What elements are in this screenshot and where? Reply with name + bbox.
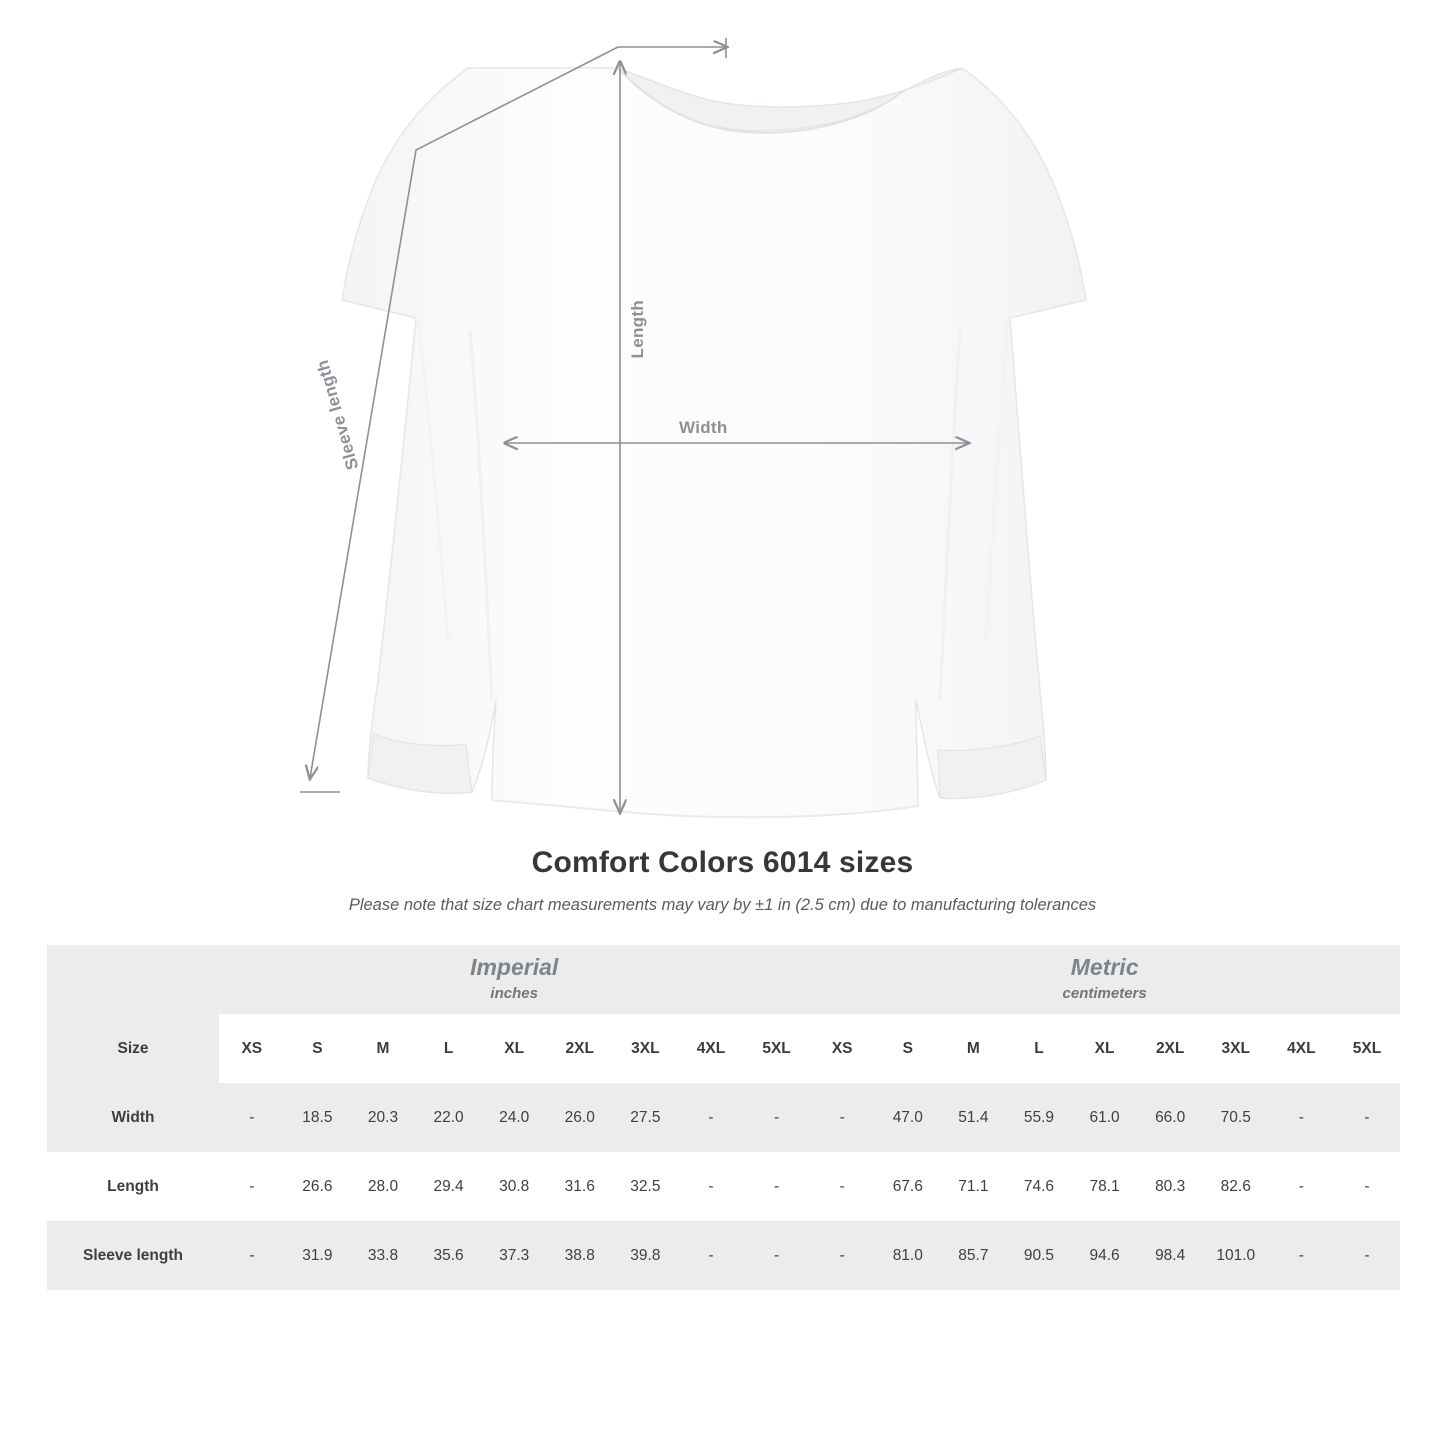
- table-row: [47, 1221, 1400, 1290]
- width-dimension-label: Width: [679, 418, 728, 437]
- size-col-imp-xs: XS: [219, 1014, 285, 1083]
- tolerance-note: Please note that size chart measurements may vary by ±1 in (2.5 cm) due to manufacturing tolerances: [348, 896, 1097, 914]
- size-chart-table: [47, 945, 1400, 1290]
- size-col-met-4xl: 4XL: [1269, 1014, 1335, 1083]
- size-col-met-2xl: 2XL: [1137, 1014, 1203, 1083]
- cell-length-met-m: 71.1: [941, 1152, 1007, 1221]
- size-col-imp-xl: XL: [481, 1014, 547, 1083]
- metric-sublabel: centimeters: [1062, 984, 1147, 1002]
- cell-length-met-5xl: -: [1334, 1152, 1400, 1221]
- size-row-label: Size: [47, 1014, 219, 1083]
- cell-sleeve-met-3xl: 101.0: [1203, 1221, 1269, 1290]
- cell-width-met-2xl: 66.0: [1137, 1083, 1203, 1152]
- cell-sleeve-imp-s: 31.9: [285, 1221, 351, 1290]
- size-col-met-xl: XL: [1072, 1014, 1138, 1083]
- row-label-sleeve-length: Sleeve length: [47, 1221, 219, 1290]
- title-block: [0, 846, 1445, 915]
- row-label-length: Length: [47, 1152, 219, 1221]
- cell-width-imp-3xl: 27.5: [613, 1083, 679, 1152]
- row-label-width: Width: [47, 1083, 219, 1152]
- size-col-imp-s: S: [285, 1014, 351, 1083]
- cell-width-met-l: 55.9: [1006, 1083, 1072, 1152]
- cell-width-imp-4xl: -: [678, 1083, 744, 1152]
- cell-length-imp-l: 29.4: [416, 1152, 482, 1221]
- cell-sleeve-met-xs: -: [809, 1221, 875, 1290]
- cell-width-imp-l: 22.0: [416, 1083, 482, 1152]
- size-col-met-xs: XS: [809, 1014, 875, 1083]
- table-row: [47, 1083, 1400, 1152]
- cell-length-met-l: 74.6: [1006, 1152, 1072, 1221]
- cell-length-met-4xl: -: [1269, 1152, 1335, 1221]
- cell-length-met-3xl: 82.6: [1203, 1152, 1269, 1221]
- cell-width-imp-s: 18.5: [285, 1083, 351, 1152]
- cell-sleeve-met-xl: 94.6: [1072, 1221, 1138, 1290]
- cell-width-met-5xl: -: [1334, 1083, 1400, 1152]
- cell-width-met-3xl: 70.5: [1203, 1083, 1269, 1152]
- cell-width-imp-xl: 24.0: [481, 1083, 547, 1152]
- cell-sleeve-imp-3xl: 39.8: [613, 1221, 679, 1290]
- cell-width-met-xs: -: [809, 1083, 875, 1152]
- cell-sleeve-met-2xl: 98.4: [1137, 1221, 1203, 1290]
- imperial-label: Imperial: [470, 954, 559, 981]
- cell-sleeve-met-5xl: -: [1334, 1221, 1400, 1290]
- cell-width-imp-xs: -: [219, 1083, 285, 1152]
- imperial-sublabel: inches: [490, 984, 538, 1002]
- cell-length-imp-2xl: 31.6: [547, 1152, 613, 1221]
- cell-length-imp-s: 26.6: [285, 1152, 351, 1221]
- size-col-imp-2xl: 2XL: [547, 1014, 613, 1083]
- size-col-met-5xl: 5XL: [1334, 1014, 1400, 1083]
- cell-sleeve-imp-m: 33.8: [350, 1221, 416, 1290]
- cell-sleeve-imp-xs: -: [219, 1221, 285, 1290]
- cell-sleeve-met-m: 85.7: [941, 1221, 1007, 1290]
- cell-sleeve-imp-2xl: 38.8: [547, 1221, 613, 1290]
- imperial-header: [219, 945, 809, 1014]
- cell-length-imp-xs: -: [219, 1152, 285, 1221]
- size-col-imp-5xl: 5XL: [744, 1014, 810, 1083]
- cell-width-met-s: 47.0: [875, 1083, 941, 1152]
- units-header-row: [47, 945, 1400, 1014]
- cell-sleeve-imp-l: 35.6: [416, 1221, 482, 1290]
- size-col-imp-m: M: [350, 1014, 416, 1083]
- size-table-wrapper: [47, 945, 1398, 1290]
- cell-length-imp-4xl: -: [678, 1152, 744, 1221]
- cell-length-imp-3xl: 32.5: [613, 1152, 679, 1221]
- table-row: [47, 1152, 1400, 1221]
- page-title: Comfort Colors 6014 sizes: [531, 846, 914, 879]
- size-col-imp-l: L: [416, 1014, 482, 1083]
- size-col-met-m: M: [941, 1014, 1007, 1083]
- cell-sleeve-imp-xl: 37.3: [481, 1221, 547, 1290]
- size-col-imp-3xl: 3XL: [613, 1014, 679, 1083]
- cell-sleeve-imp-4xl: -: [678, 1221, 744, 1290]
- size-col-imp-4xl: 4XL: [678, 1014, 744, 1083]
- cell-length-met-2xl: 80.3: [1137, 1152, 1203, 1221]
- cell-width-imp-2xl: 26.0: [547, 1083, 613, 1152]
- size-header-row: [47, 1014, 1400, 1083]
- cell-length-imp-5xl: -: [744, 1152, 810, 1221]
- cell-sleeve-met-l: 90.5: [1006, 1221, 1072, 1290]
- size-col-met-3xl: 3XL: [1203, 1014, 1269, 1083]
- cell-width-met-m: 51.4: [941, 1083, 1007, 1152]
- cell-length-imp-xl: 30.8: [481, 1152, 547, 1221]
- cell-length-met-s: 67.6: [875, 1152, 941, 1221]
- length-dimension-label: Length: [628, 300, 647, 359]
- metric-header: [809, 945, 1399, 1014]
- cell-width-met-4xl: -: [1269, 1083, 1335, 1152]
- units-spacer: [47, 945, 219, 1014]
- cell-sleeve-met-s: 81.0: [875, 1221, 941, 1290]
- cell-width-met-xl: 61.0: [1072, 1083, 1138, 1152]
- cell-length-met-xl: 78.1: [1072, 1152, 1138, 1221]
- metric-label: Metric: [1070, 954, 1139, 981]
- size-col-met-s: S: [875, 1014, 941, 1083]
- size-col-met-l: L: [1006, 1014, 1072, 1083]
- sleeve-length-dimension-label: Sleeve length: [312, 357, 363, 473]
- cell-length-met-xs: -: [809, 1152, 875, 1221]
- cell-width-imp-m: 20.3: [350, 1083, 416, 1152]
- cell-width-imp-5xl: -: [744, 1083, 810, 1152]
- cell-length-imp-m: 28.0: [350, 1152, 416, 1221]
- cell-sleeve-met-4xl: -: [1269, 1221, 1335, 1290]
- cell-sleeve-imp-5xl: -: [744, 1221, 810, 1290]
